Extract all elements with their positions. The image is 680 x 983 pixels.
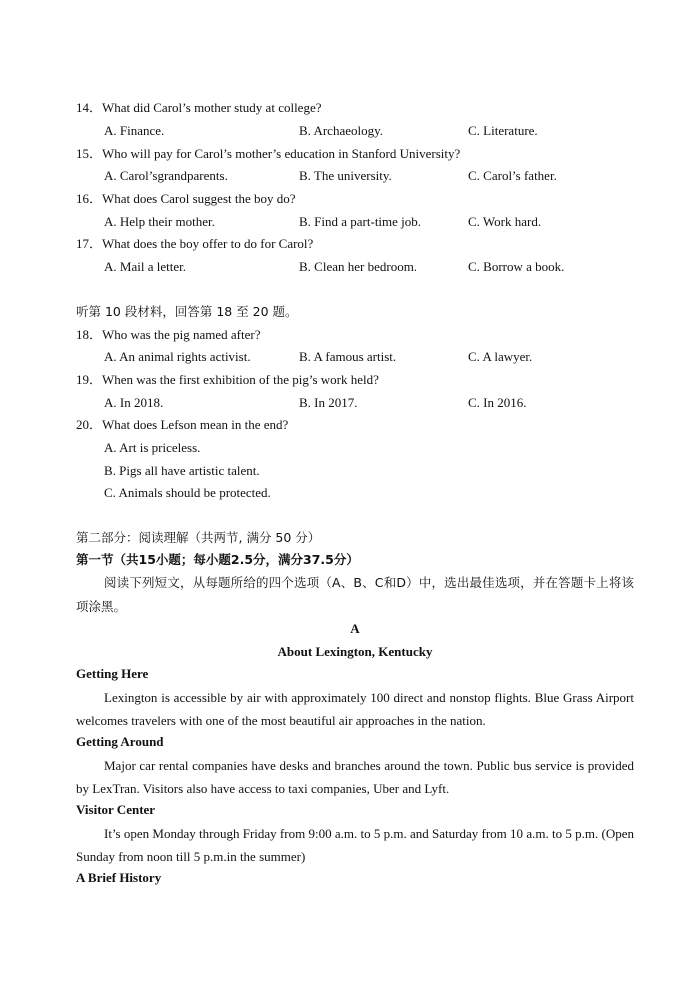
option-14c: C. Literature. (468, 123, 538, 138)
option-18b: B. A famous artist. (299, 349, 397, 364)
question-15: 15．Who will pay for Carol’s mother’s education in Stanford University? (76, 146, 461, 161)
passage-letter: A (350, 621, 360, 636)
part-2-heading: 第二部分：阅读理解（共两节, 满分 50 分） (76, 530, 321, 545)
option-16b: B. Find a part-time job. (299, 214, 422, 229)
option-20c: C. Animals should be protected. (104, 485, 271, 500)
option-20a: A. Art is priceless. (104, 440, 201, 455)
option-18c: C. A lawyer. (468, 349, 533, 364)
heading-brief-history: A Brief History (76, 870, 162, 885)
option-17b: B. Clean her bedroom. (299, 259, 418, 274)
question-14: 14．What did Carol’s mother study at college? (76, 100, 322, 115)
option-17c: C. Borrow a book. (468, 259, 565, 274)
paragraph-getting-around: Major car rental companies have desks and branches around the town. Public bus service is provided by LexTran. Visitors also have access to taxi companies, Uber and Lyft. (76, 758, 634, 796)
option-15b: B. The university. (299, 168, 392, 183)
option-14b: B. Archaeology. (299, 123, 383, 138)
question-19: 19．When was the first exhibition of the pig’s work held? (76, 372, 379, 387)
paragraph-getting-here: Lexington is accessible by air with approximately 100 direct and nonstop flights. Blue Grass Airport welcomes travelers with one of the most beautiful air approaches in the nation. (76, 690, 634, 728)
option-16c: C. Work hard. (468, 214, 542, 229)
passage-title: About Lexington, Kentucky (277, 644, 433, 659)
paragraph-visitor-center: It’s open Monday through Friday from 9:00 a.m. to 5 p.m. and Saturday from 10 a.m. to 5 p.m. (Open Sunday from noon till 5 p.m.in the summer) (76, 826, 634, 864)
question-18: 18．Who was the pig named after? (76, 327, 261, 342)
option-19c: C. In 2016. (468, 395, 527, 410)
heading-getting-around: Getting Around (76, 734, 164, 749)
heading-getting-here: Getting Here (76, 666, 149, 681)
option-15c: C. Carol’s father. (468, 168, 557, 183)
option-19a: A. In 2018. (104, 395, 164, 410)
option-15a: A. Carol’sgrandparents. (104, 168, 228, 183)
reading-instructions: 阅读下列短文，从每题所给的四个选项（A、B、C和D）中，选出最佳选项，并在答题卡上将该项涂黑。 (76, 575, 634, 614)
heading-visitor-center: Visitor Center (76, 802, 156, 817)
question-20: 20．What does Lefson mean in the end? (76, 417, 289, 432)
option-16a: A. Help their mother. (104, 214, 215, 229)
option-17a: A. Mail a letter. (104, 259, 186, 274)
option-18a: A. An animal rights activist. (104, 349, 251, 364)
section-10-instruction: 听第 10 段材料，回答第 18 至 20 题。 (76, 304, 298, 319)
question-17: 17．What does the boy offer to do for Carol? (76, 236, 314, 251)
section-1-heading: 第一节（共15小题；每小题2.5分，满分37.5分） (76, 552, 359, 567)
option-19b: B. In 2017. (299, 395, 358, 410)
option-14a: A. Finance. (104, 123, 165, 138)
question-16: 16．What does Carol suggest the boy do? (76, 191, 296, 206)
option-20b: B. Pigs all have artistic talent. (104, 463, 260, 478)
